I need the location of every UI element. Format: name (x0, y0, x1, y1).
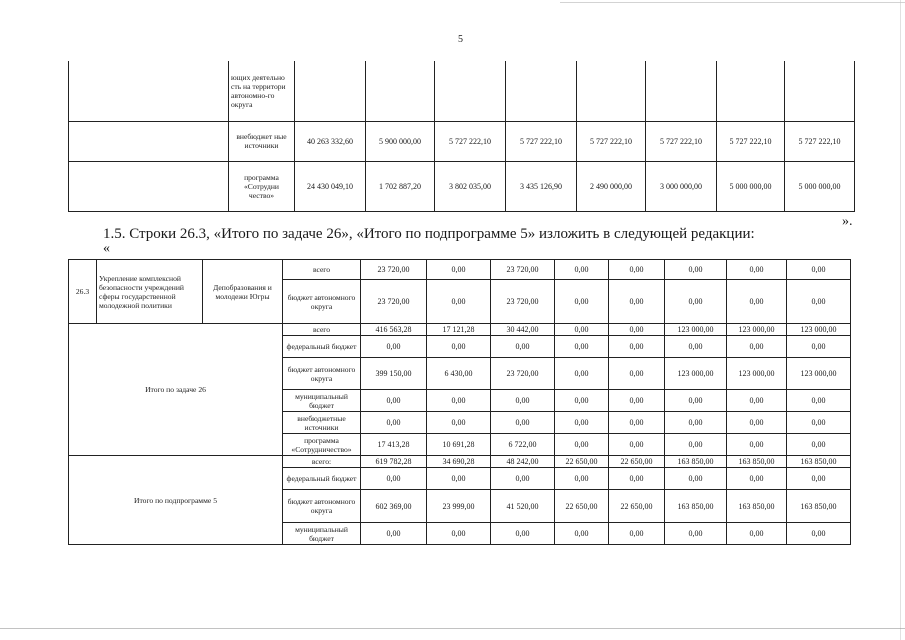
value-cell: 0,00 (555, 434, 609, 456)
value-cell: 0,00 (665, 412, 727, 434)
scan-edge-top (560, 2, 905, 3)
value-cell: 0,00 (727, 390, 787, 412)
value-cell: 0,00 (427, 412, 491, 434)
source-cell: бюджет автономного округа (283, 490, 361, 523)
value-cell: 0,00 (555, 336, 609, 358)
value-cell: 0,00 (427, 523, 491, 545)
value-cell: 0,00 (555, 280, 609, 324)
value-cell: 0,00 (491, 468, 555, 490)
blank-cell (69, 161, 229, 211)
source-cell: федеральный бюджет (283, 468, 361, 490)
value-cell: 10 691,28 (427, 434, 491, 456)
value-cell (785, 61, 855, 121)
value-cell: 24 430 049,10 (295, 161, 366, 211)
value-cell (366, 61, 435, 121)
value-cell: 619 782,28 (361, 456, 427, 468)
value-cell: 5 727 222,10 (785, 121, 855, 161)
value-cell: 34 690,28 (427, 456, 491, 468)
value-cell: 23 999,00 (427, 490, 491, 523)
source-cell: внебюджетные источники (283, 412, 361, 434)
value-cell: 0,00 (609, 358, 665, 390)
value-cell: 5 000 000,00 (717, 161, 785, 211)
value-cell: 0,00 (787, 412, 851, 434)
value-cell: 23 720,00 (491, 280, 555, 324)
value-cell: 0,00 (665, 523, 727, 545)
value-cell: 3 435 126,90 (506, 161, 577, 211)
executor-cell: Депобразования и молодежи Югры (203, 260, 283, 324)
value-cell: 0,00 (427, 260, 491, 280)
value-cell: 30 442,00 (491, 324, 555, 336)
table-row (69, 260, 851, 280)
source-cell: программа «Сотрудничество» (283, 434, 361, 456)
value-cell: 0,00 (727, 523, 787, 545)
value-cell: 399 150,00 (361, 358, 427, 390)
value-cell: 22 650,00 (555, 456, 609, 468)
table-row (69, 161, 855, 211)
source-cell: ющих деятельно сть на территори автономно-го округа (229, 61, 295, 121)
value-cell: 0,00 (609, 468, 665, 490)
value-cell: 0,00 (427, 390, 491, 412)
source-cell: бюджет автономного округа (283, 358, 361, 390)
value-cell: 5 727 222,10 (717, 121, 785, 161)
value-cell: 163 850,00 (665, 456, 727, 468)
value-cell: 163 850,00 (727, 456, 787, 468)
value-cell: 0,00 (787, 468, 851, 490)
value-cell: 22 650,00 (555, 490, 609, 523)
value-cell: 0,00 (609, 523, 665, 545)
value-cell: 0,00 (727, 260, 787, 280)
value-cell (717, 61, 785, 121)
value-cell: 0,00 (609, 280, 665, 324)
value-cell: 23 720,00 (491, 260, 555, 280)
value-cell: 3 802 035,00 (435, 161, 506, 211)
value-cell: 23 720,00 (491, 358, 555, 390)
value-cell: 123 000,00 (787, 324, 851, 336)
value-cell: 163 850,00 (727, 490, 787, 523)
value-cell: 0,00 (361, 336, 427, 358)
total-subprogram-5-label: Итого по подпрограмме 5 (69, 456, 283, 545)
value-cell: 0,00 (609, 260, 665, 280)
row-number-cell: 26.3 (69, 260, 97, 324)
value-cell: 0,00 (491, 336, 555, 358)
opening-quote: « (103, 241, 110, 256)
value-cell: 0,00 (491, 390, 555, 412)
value-cell: 0,00 (427, 336, 491, 358)
value-cell: 17 413,28 (361, 434, 427, 456)
value-cell: 48 242,00 (491, 456, 555, 468)
value-cell (646, 61, 717, 121)
value-cell (295, 61, 366, 121)
value-cell: 1 702 887,20 (366, 161, 435, 211)
value-cell: 0,00 (609, 390, 665, 412)
value-cell: 0,00 (361, 468, 427, 490)
measure-name-cell: Укрепление комплексной безопасности учреждений сферы государственной молодежной политики (97, 260, 203, 324)
source-cell: бюджет автономного округа (283, 280, 361, 324)
source-cell: внебюджет ные источники (229, 121, 295, 161)
value-cell: 0,00 (727, 280, 787, 324)
value-cell: 416 563,28 (361, 324, 427, 336)
value-cell (506, 61, 577, 121)
source-cell: муниципальный бюджет (283, 390, 361, 412)
value-cell: 2 490 000,00 (577, 161, 646, 211)
value-cell: 163 850,00 (787, 456, 851, 468)
value-cell: 0,00 (787, 434, 851, 456)
top-continuation-table (68, 61, 855, 212)
value-cell: 123 000,00 (727, 324, 787, 336)
value-cell: 0,00 (555, 523, 609, 545)
value-cell: 0,00 (555, 324, 609, 336)
source-cell: всего: (283, 456, 361, 468)
value-cell: 23 720,00 (361, 280, 427, 324)
value-cell: 0,00 (555, 260, 609, 280)
value-cell (435, 61, 506, 121)
value-cell: 5 900 000,00 (366, 121, 435, 161)
value-cell: 0,00 (491, 412, 555, 434)
value-cell: 0,00 (555, 412, 609, 434)
source-cell: всего (283, 260, 361, 280)
value-cell: 0,00 (665, 280, 727, 324)
value-cell: 0,00 (665, 434, 727, 456)
value-cell: 0,00 (787, 280, 851, 324)
scan-edge-bottom (0, 628, 905, 629)
value-cell: 0,00 (787, 336, 851, 358)
value-cell: 5 727 222,10 (646, 121, 717, 161)
value-cell: 123 000,00 (727, 358, 787, 390)
value-cell: 602 369,00 (361, 490, 427, 523)
value-cell: 0,00 (727, 412, 787, 434)
value-cell: 17 121,28 (427, 324, 491, 336)
value-cell: 0,00 (665, 336, 727, 358)
source-cell: федеральный бюджет (283, 336, 361, 358)
table-row (69, 324, 851, 336)
table-row (69, 456, 851, 468)
value-cell: 0,00 (609, 412, 665, 434)
value-cell: 0,00 (727, 336, 787, 358)
value-cell: 163 850,00 (787, 490, 851, 523)
value-cell: 0,00 (665, 390, 727, 412)
source-cell: муниципальный бюджет (283, 523, 361, 545)
value-cell: 0,00 (787, 260, 851, 280)
value-cell: 22 650,00 (609, 490, 665, 523)
value-cell: 5 000 000,00 (785, 161, 855, 211)
table-row (69, 61, 855, 121)
value-cell: 163 850,00 (665, 490, 727, 523)
value-cell: 0,00 (427, 468, 491, 490)
value-cell: 0,00 (427, 280, 491, 324)
value-cell: 0,00 (361, 523, 427, 545)
value-cell: 41 520,00 (491, 490, 555, 523)
total-task-26-label: Итого по задаче 26 (69, 324, 283, 456)
value-cell: 0,00 (361, 412, 427, 434)
page-number: 5 (458, 34, 463, 45)
value-cell: 0,00 (491, 523, 555, 545)
value-cell: 5 727 222,10 (435, 121, 506, 161)
value-cell: 0,00 (361, 390, 427, 412)
value-cell: 0,00 (787, 390, 851, 412)
value-cell: 5 727 222,10 (506, 121, 577, 161)
value-cell: 0,00 (787, 523, 851, 545)
value-cell: 5 727 222,10 (577, 121, 646, 161)
value-cell: 3 000 000,00 (646, 161, 717, 211)
value-cell: 123 000,00 (665, 358, 727, 390)
value-cell: 0,00 (555, 358, 609, 390)
table-row (69, 121, 855, 161)
value-cell: 0,00 (665, 260, 727, 280)
value-cell: 6 722,00 (491, 434, 555, 456)
blank-cell (69, 61, 229, 121)
source-cell: всего (283, 324, 361, 336)
value-cell: 22 650,00 (609, 456, 665, 468)
value-cell: 0,00 (609, 434, 665, 456)
scan-edge-right (900, 0, 901, 640)
value-cell: 123 000,00 (665, 324, 727, 336)
value-cell: 0,00 (609, 336, 665, 358)
value-cell: 0,00 (555, 468, 609, 490)
value-cell (577, 61, 646, 121)
value-cell: 23 720,00 (361, 260, 427, 280)
value-cell: 40 263 332,60 (295, 121, 366, 161)
blank-cell (69, 121, 229, 161)
value-cell: 0,00 (555, 390, 609, 412)
value-cell: 0,00 (727, 434, 787, 456)
section-heading: 1.5. Строки 26.3, «Итого по задаче 26», «Итого по подпрограмме 5» изложить в следующей редакции: (103, 226, 755, 242)
value-cell: 0,00 (665, 468, 727, 490)
value-cell: 6 430,00 (427, 358, 491, 390)
value-cell: 0,00 (609, 324, 665, 336)
closing-quote: ». (842, 214, 853, 229)
value-cell: 0,00 (727, 468, 787, 490)
replacement-rows-table (68, 259, 851, 545)
value-cell: 123 000,00 (787, 358, 851, 390)
source-cell: программа «Сотрудни чество» (229, 161, 295, 211)
